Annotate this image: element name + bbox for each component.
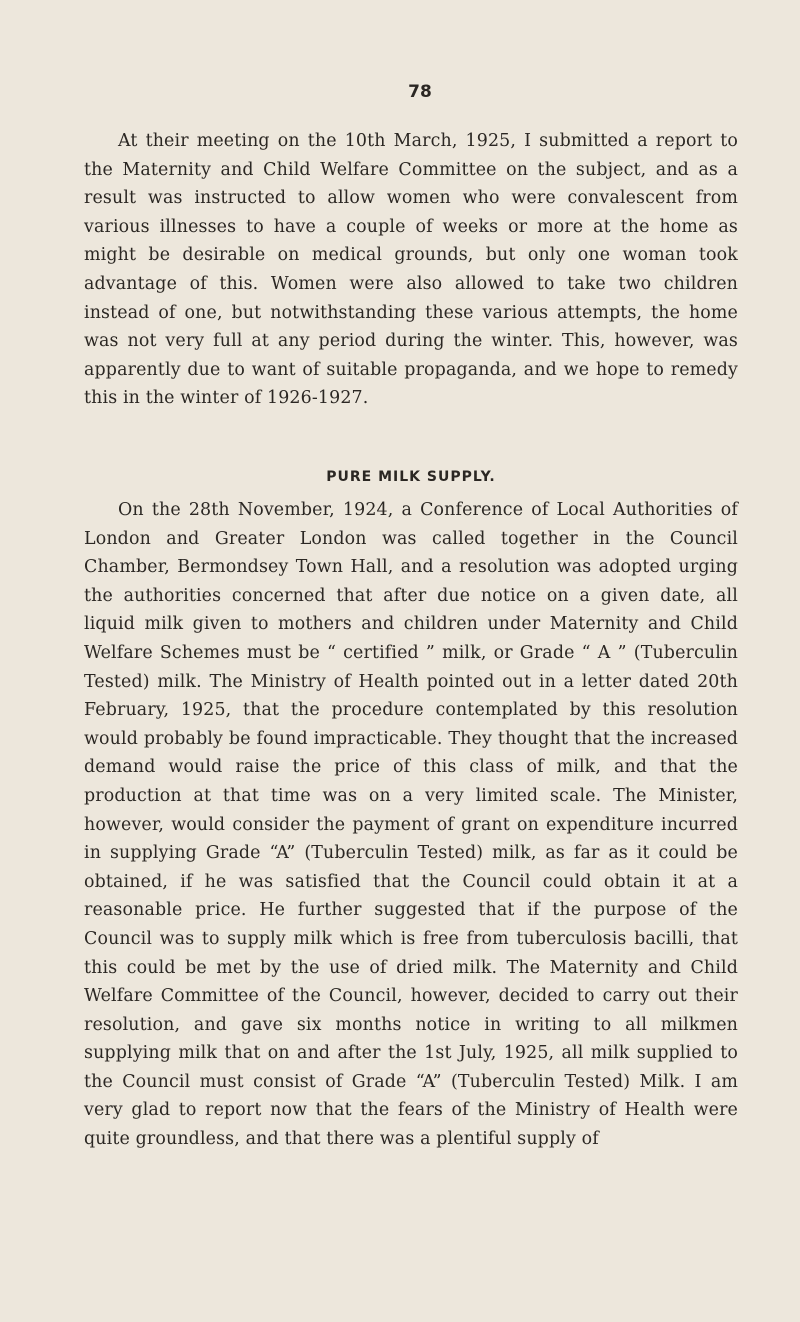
section-heading: PURE MILK SUPPLY.	[326, 469, 496, 485]
section-paragraph: On the 28th November, 1924, a Conference of Local Authorities of London and Greater London was called together in the Council Chamber, Bermondsey Town Hall, and a resolution was adopted urging the authorities concerned that after due notice on a given date, all liquid milk given to mothers and children under Maternity and Child Welfare Schemes must be “ certified ” milk, or Grade “ A ” (Tuberculin Tested) milk. The Ministry of Health pointed out in a letter dated 20th February, 1925, that the procedure contemplated by this resolution would probably be found impracticable. They thought that the increased demand would raise the price of this class of milk, and that the production at that time was on a very limited scale. The Minister, however, would consider the payment of grant on expenditure incurred in supplying Grade “A” (Tuberculin Tested) milk, as far as it could be obtained, if he was satisfied that the Council could obtain it at a reasonable price. He further suggested that if the purpose of the Council was to supply milk which is free from tuberculosis bacilli, that this could be met by the use of dried milk. The Maternity and Child Welfare Committee of the Council, however, decided to carry out their resolution, and gave six months notice in writing to all milkmen supplying milk that on and after the 1st July, 1925, all milk supplied to the Council must consist of Grade “A” (Tuberculin Tested) Milk. I am very glad to report now that the fears of the Ministry of Health were quite groundless, and that there was a plentiful supply of	[84, 500, 738, 1150]
intro-paragraph: At their meeting on the 10th March, 1925, I submitted a report to the Maternity and Child Welfare Committee on the subject, and as a result was instructed to allow women who were convalescent from various illnesses to have a couple of weeks or more at the home as might be desirable on medical grounds, but only one woman took advantage of this. Women were also allowed to take two children instead of one, but notwithstanding these various attempts, the home was not very full at any period during the winter. This, however, was apparently due to want of suitable propaganda, and we hope to remedy this in the winter of 1926-1927.	[84, 131, 738, 409]
page-number: 78	[408, 82, 432, 102]
